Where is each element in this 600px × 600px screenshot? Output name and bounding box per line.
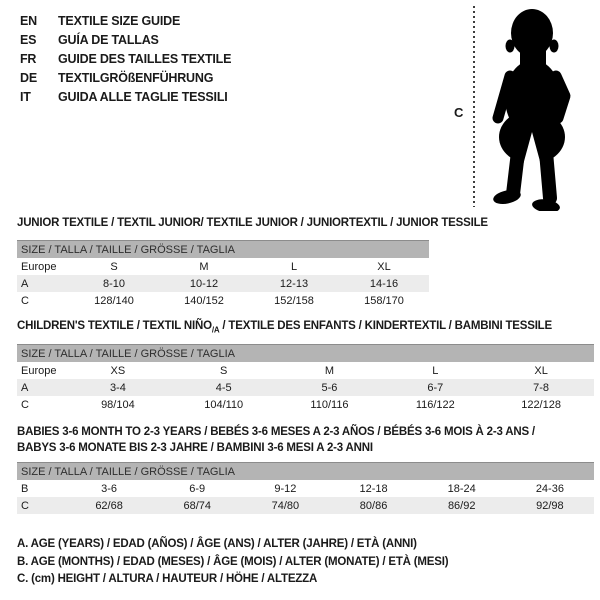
table-cell: S (110, 260, 118, 273)
table-cell: 68/74 (153, 497, 241, 514)
language-title: TEXTILE SIZE GUIDE (58, 14, 181, 28)
table-row (17, 497, 594, 514)
children-title-pre: CHILDREN'S TEXTILE / TEXTIL NIÑO (17, 320, 212, 332)
table-cell: 12-13 (249, 275, 339, 292)
language-code: IT (20, 90, 31, 104)
table-row (17, 258, 429, 275)
table-cell: 152/158 (274, 294, 314, 307)
table-row (17, 275, 429, 292)
row-label: A (17, 275, 69, 292)
language-title: GUÍA DE TALLAS (58, 33, 159, 47)
language-row-it (20, 88, 231, 107)
table-row (17, 292, 429, 309)
size-header-row (17, 241, 429, 259)
table-cell: L (432, 364, 439, 377)
baby-figure (448, 4, 598, 214)
junior-size-table (17, 240, 429, 309)
children-title-sub: /A (211, 325, 220, 335)
footnote-a: A. AGE (YEARS) / EDAD (AÑOS) / ÂGE (ANS) / ALTER (JAHRE) / ETÀ (ANNI) (17, 538, 417, 550)
table-cell: 18-24 (447, 482, 476, 495)
table-cell: 80/86 (329, 497, 417, 514)
table-cell: 86/92 (418, 497, 506, 514)
size-header-row (17, 345, 594, 363)
row-label: C (21, 294, 29, 307)
table-cell: 8-10 (69, 275, 159, 292)
table-cell: 3-4 (65, 379, 171, 396)
size-header-label: SIZE / TALLA / TAILLE / GRÖSSE / TAGLIA (17, 463, 594, 481)
table-cell: 5-6 (277, 379, 383, 396)
language-code: FR (20, 52, 37, 66)
footnote-c: C. (cm) HEIGHT / ALTURA / HAUTEUR / HÖHE / ALTEZZA (17, 573, 318, 585)
language-row-fr (20, 50, 231, 69)
table-cell: 14-16 (339, 275, 429, 292)
table-cell: 3-6 (101, 482, 118, 495)
language-title: TEXTILGRÖßENFÜHRUNG (58, 71, 214, 85)
table-row (17, 480, 594, 497)
table-cell: 9-12 (274, 482, 297, 495)
children-table-title (17, 320, 552, 334)
table-cell: 116/122 (415, 398, 455, 411)
row-label: B (21, 482, 29, 495)
table-cell: M (324, 364, 335, 377)
table-cell: XL (534, 364, 548, 377)
table-row (17, 396, 594, 413)
baby-silhouette-icon (480, 6, 580, 211)
table-cell: 24-36 (535, 482, 564, 495)
size-header-label: SIZE / TALLA / TAILLE / GRÖSSE / TAGLIA (17, 241, 429, 259)
table-row (17, 362, 594, 379)
table-cell: XS (110, 364, 126, 377)
language-code: EN (20, 14, 37, 28)
children-size-table (17, 344, 594, 413)
language-row-de (20, 69, 231, 88)
table-cell: 74/80 (241, 497, 329, 514)
size-header-label: SIZE / TALLA / TAILLE / GRÖSSE / TAGLIA (17, 345, 594, 363)
table-cell: 6-9 (189, 482, 206, 495)
language-row-es (20, 31, 231, 50)
table-cell: 104/110 (204, 398, 244, 411)
table-cell: S (220, 364, 228, 377)
table-cell: 12-18 (359, 482, 388, 495)
table-cell: M (199, 260, 209, 273)
language-header (20, 12, 231, 107)
table-cell: 140/152 (184, 294, 224, 307)
row-label: C (17, 497, 65, 514)
table-cell: 10-12 (159, 275, 249, 292)
table-row (17, 379, 594, 396)
language-code: DE (20, 71, 37, 85)
table-cell: 110/116 (310, 398, 349, 411)
footnote-b: B. AGE (MONTHS) / EDAD (MESES) / ÂGE (MOIS) / ALTER (MONATE) / ETÀ (MESI) (17, 555, 449, 568)
table-cell: 98/104 (101, 398, 135, 411)
children-title-post: / TEXTILE DES ENFANTS / KINDERTEXTIL / BAMBINI TESSILE (219, 320, 552, 332)
language-code: ES (20, 33, 37, 47)
table-cell: 4-5 (171, 379, 277, 396)
babies-table-title-line1: BABIES 3-6 MONTH TO 2-3 YEARS / BEBÉS 3-6 MESES A 2-3 AÑOS / BÉBÉS 3-6 MOIS À 2-3 ANS / (17, 426, 535, 438)
junior-table-title: JUNIOR TEXTILE / TEXTIL JUNIOR/ TEXTILE JUNIOR / JUNIORTEXTIL / JUNIOR TESSILE (17, 217, 488, 229)
table-cell: 6-7 (382, 379, 488, 396)
language-title: GUIDE DES TAILLES TEXTILE (58, 52, 232, 66)
row-label: Europe (21, 260, 57, 273)
height-measure-line (473, 6, 475, 207)
table-cell: 92/98 (506, 497, 594, 514)
table-cell: 128/140 (94, 294, 134, 307)
table-cell: L (290, 260, 298, 273)
table-cell: 158/170 (364, 294, 404, 307)
row-label: A (17, 379, 65, 396)
babies-table-title-line2: BABYS 3-6 MONATE BIS 2-3 JAHRE / BAMBINI 3-6 MESI A 2-3 ANNI (17, 442, 373, 454)
table-cell: 122/128 (521, 398, 561, 411)
table-cell: 7-8 (488, 379, 594, 396)
babies-size-table (17, 462, 594, 514)
row-label: C (21, 398, 29, 411)
row-label: Europe (21, 364, 57, 377)
size-header-row (17, 463, 594, 481)
language-title: GUIDA ALLE TAGLIE TESSILI (58, 90, 228, 104)
footnotes (17, 536, 448, 589)
table-cell: 62/68 (65, 497, 153, 514)
table-cell: XL (377, 260, 391, 273)
height-measure-label: C (454, 105, 464, 120)
language-row-en (20, 12, 231, 31)
